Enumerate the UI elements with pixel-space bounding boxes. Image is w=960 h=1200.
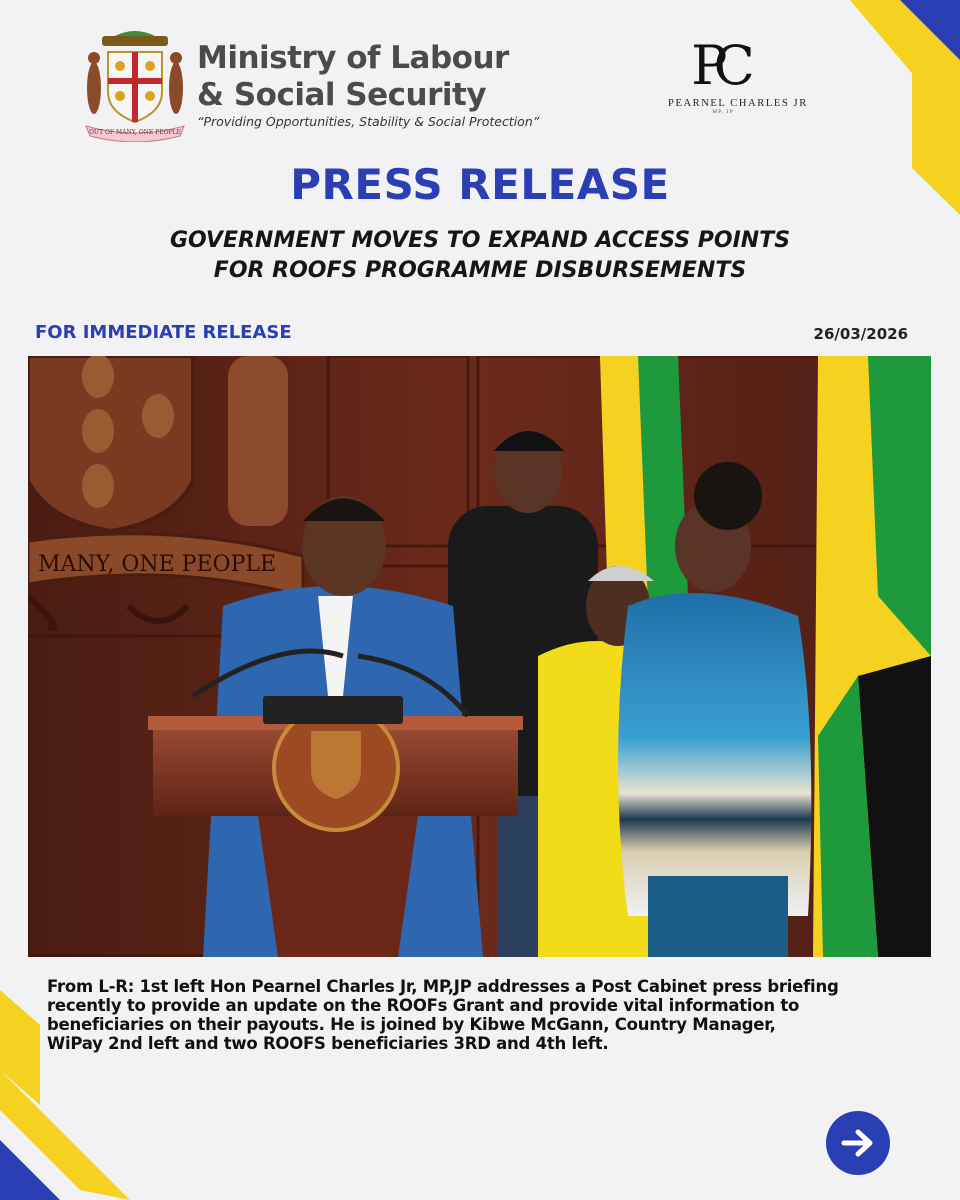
next-button[interactable] xyxy=(826,1111,890,1175)
caption-line1: From L-R: 1st left Hon Pearnel Charles Jr, MP,JP addresses a Post Cabinet press briefing xyxy=(47,977,839,996)
headline-line1: GOVERNMENT MOVES TO EXPAND ACCESS POINTS xyxy=(169,228,791,253)
pc-monogram: PC xyxy=(691,34,741,97)
press-release-title: PRESS RELEASE xyxy=(290,160,670,209)
pc-logo-name: PEARNEL CHARLES JR xyxy=(668,98,808,109)
headline xyxy=(0,226,960,286)
arrow-right-icon xyxy=(841,1128,875,1158)
press-briefing-photo xyxy=(28,356,931,957)
release-date: 26/03/2026 xyxy=(813,325,908,343)
caption-line4: WiPay 2nd left and two ROOFS beneficiaries 3RD and 4th left. xyxy=(47,1034,609,1053)
pearnel-charles-logo xyxy=(668,34,808,128)
caption-line3: beneficiaries on their payouts. He is joined by Kibwe McGann, Country Manager, xyxy=(47,1015,776,1034)
ministry-tagline: “Providing Opportunities, Stability & Social Protection” xyxy=(197,114,540,129)
crest-motto-text: OUT OF MANY, ONE PEOPLE xyxy=(89,129,181,136)
coat-of-arms-logo xyxy=(80,30,190,142)
inscription-text: MANY, ONE PEOPLE xyxy=(38,552,277,577)
ministry-name-line1: Ministry of Labour xyxy=(197,40,509,76)
caption-line2: recently to provide an update on the ROOFs Grant and provide vital information to xyxy=(47,996,800,1015)
headline-line2: FOR ROOFS PROGRAMME DISBURSEMENTS xyxy=(213,258,747,283)
photo-caption xyxy=(47,977,942,1053)
ministry-name xyxy=(197,40,509,114)
ministry-name-line2: & Social Security xyxy=(197,77,487,113)
pc-logo-sub: MP, JP xyxy=(712,109,734,115)
release-label: FOR IMMEDIATE RELEASE xyxy=(35,322,292,343)
